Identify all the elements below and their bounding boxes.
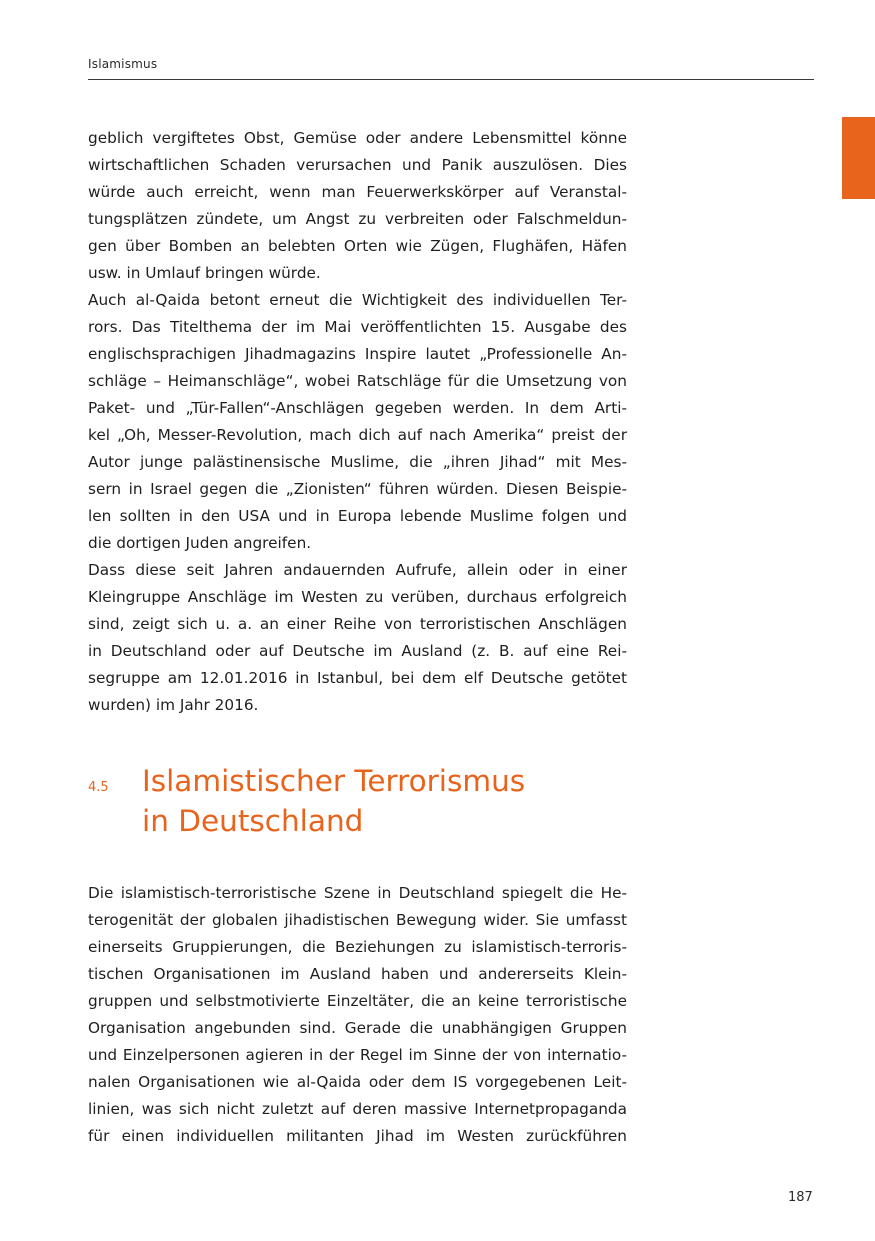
text-line: Auch al-Qaida betont erneut die Wichtigkeit des individuellen Ter- [88, 291, 627, 309]
text-line: nalen Organisationen wie al-Qaida oder dem IS vorgegebenen Leit- [88, 1073, 627, 1091]
text-line: terogenität der globalen jihadistischen Bewegung wider. Sie umfasst [88, 911, 627, 929]
text-line: usw. in Umlauf bringen würde. [88, 264, 321, 282]
text-line: Paket- und „Tür-Fallen“-Anschlägen gegeben werden. In dem Arti- [88, 399, 627, 417]
text-line: tungsplätzen zündete, um Angst zu verbreiten oder Falschmeldun- [88, 210, 627, 228]
section-heading-line-1: Islamistischer Terrorismus [142, 764, 526, 798]
chapter-tab-marker [842, 117, 875, 199]
text-line: die dortigen Juden angreifen. [88, 534, 312, 552]
text-line: Organisation angebunden sind. Gerade die unabhängigen Gruppen [88, 1019, 627, 1037]
text-line: und Einzelpersonen agieren in der Regel im Sinne der von internatio- [88, 1046, 627, 1064]
paragraph [88, 557, 627, 719]
text-line: Die islamistisch-terroristische Szene in Deutschland spiegelt die He- [88, 884, 627, 902]
text-line: len sollten in den USA und in Europa lebende Muslime folgen und [88, 507, 627, 525]
text-line: gen über Bomben an belebten Orten wie Zügen, Flughäfen, Häfen [88, 237, 627, 255]
text-line: segruppe am 12.01.2016 in Istanbul, bei dem elf Deutsche getötet [88, 669, 627, 687]
header-divider [88, 79, 814, 80]
text-line: tischen Organisationen im Ausland haben und andererseits Klein- [88, 965, 627, 983]
text-line: kel „Oh, Messer-Revolution, mach dich auf nach Amerika“ preist der [88, 426, 627, 444]
body-text-top [88, 125, 627, 719]
section-heading [142, 761, 525, 841]
paragraph [88, 287, 627, 557]
text-line: Dass diese seit Jahren andauernden Aufrufe, allein oder in einer [88, 561, 627, 579]
text-line: für einen individuellen militanten Jihad im Westen zurückführen [88, 1127, 627, 1145]
text-line: in Deutschland oder auf Deutsche im Ausland (z. B. auf eine Rei- [88, 642, 627, 660]
text-line: geblich vergiftetes Obst, Gemüse oder andere Lebensmittel könne [88, 129, 627, 147]
section-number: 4.5 [88, 780, 109, 795]
text-line: würde auch erreicht, wenn man Feuerwerkskörper auf Veranstal- [88, 183, 627, 201]
text-line: schläge – Heimanschläge“, wobei Ratschläge für die Umsetzung von [88, 372, 627, 390]
paragraph [88, 125, 627, 287]
running-header-title: Islamismus [88, 57, 158, 71]
text-line: wirtschaftlichen Schaden verursachen und Panik auszulösen. Dies [88, 156, 627, 174]
text-line: einerseits Gruppierungen, die Beziehungen zu islamistisch-terroris- [88, 938, 627, 956]
text-line: linien, was sich nicht zuletzt auf deren massive Internetpropaganda [88, 1100, 627, 1118]
text-line: wurden) im Jahr 2016. [88, 696, 259, 714]
body-text-bottom [88, 880, 627, 1150]
text-line: englischsprachigen Jihadmagazins Inspire lautet „Professionelle An- [88, 345, 627, 363]
paragraph [88, 880, 627, 1150]
text-line: Kleingruppe Anschläge im Westen zu verüben, durchaus erfolgreich [88, 588, 627, 606]
text-line: gruppen und selbstmotivierte Einzeltäter, die an keine terroristische [88, 992, 627, 1010]
text-line: sern in Israel gegen die „Zionisten“ führen würden. Diesen Beispie- [88, 480, 627, 498]
text-line: Autor junge palästinensische Muslime, die „ihren Jihad“ mit Mes- [88, 453, 627, 471]
text-line: rors. Das Titelthema der im Mai veröffentlichten 15. Ausgabe des [88, 318, 627, 336]
text-line: sind, zeigt sich u. a. an einer Reihe von terroristischen Anschlägen [88, 615, 627, 633]
page-number: 187 [788, 1190, 813, 1205]
section-heading-line-2: in Deutschland [142, 804, 364, 838]
